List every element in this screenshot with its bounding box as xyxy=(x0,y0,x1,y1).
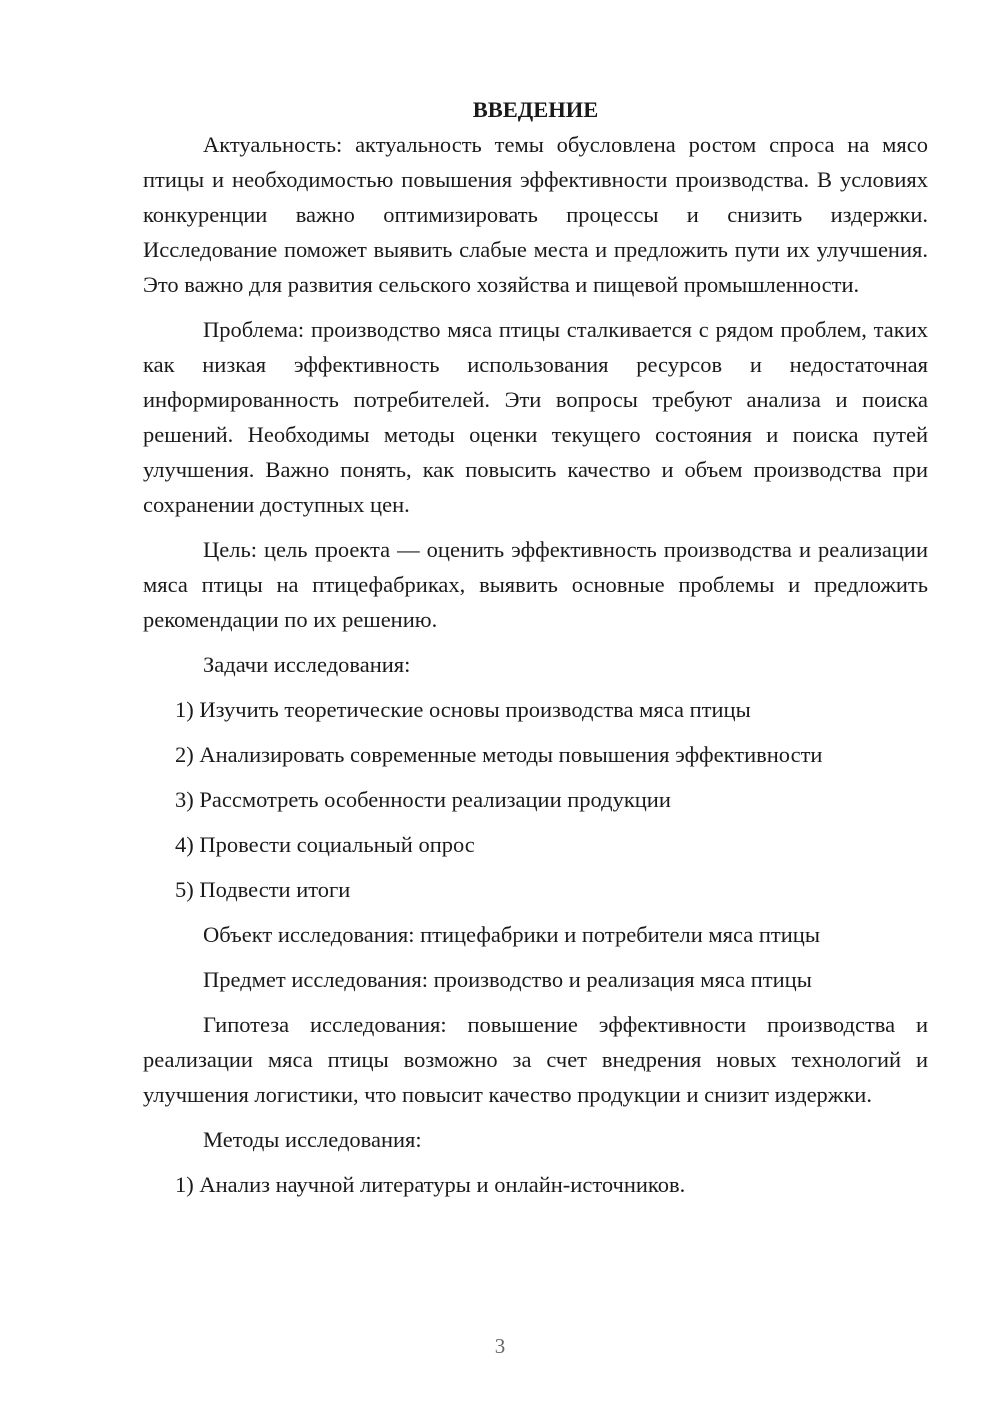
task-item: 4) Провести социальный опрос xyxy=(175,832,475,857)
methods-heading: Методы исследования: xyxy=(203,1127,422,1152)
method-item: 1) Анализ научной литературы и онлайн-источников. xyxy=(175,1172,686,1197)
paragraph-problem: Проблема: производство мяса птицы сталкивается с рядом проблем, таких как низкая эффективность использования ресурсов и недостаточная информированность потребителей. Эти вопросы требуют анализа и поиска решений. Необходимы методы оценки текущего состояния и поиска путей улучшения. Важно понять, как повысить качество и объем производства при сохранении доступных цен. xyxy=(143,317,928,517)
page-number: 3 xyxy=(494,1334,506,1358)
paragraph-relevance: Актуальность: актуальность темы обусловлена ростом спроса на мясо птицы и необходимостью повышения эффективности производства. В условиях конкуренции важно оптимизировать процессы и снизить издержки. Исследование поможет выявить слабые места и предложить пути их улучшения. Это важно для развития сельского хозяйства и пищевой промышленности. xyxy=(143,132,928,297)
tasks-heading: Задачи исследования: xyxy=(203,652,411,677)
task-item: 2) Анализировать современные методы повышения эффективности xyxy=(175,742,823,767)
paragraph-object: Объект исследования: птицефабрики и потребители мяса птицы xyxy=(203,922,820,947)
paragraph-subject: Предмет исследования: производство и реализация мяса птицы xyxy=(203,967,812,992)
page-content xyxy=(143,92,928,1212)
paragraph-goal: Цель: цель проекта — оценить эффективность производства и реализации мяса птицы на птицефабриках, выявить основные проблемы и предложить рекомендации по их решению. xyxy=(143,537,928,632)
paragraph-hypothesis: Гипотеза исследования: повышение эффективности производства и реализации мяса птицы возможно за счет внедрения новых технологий и улучшения логистики, что повысит качество продукции и снизит издержки. xyxy=(143,1012,928,1107)
section-title: ВВЕДЕНИЕ xyxy=(472,97,599,122)
task-item: 3) Рассмотреть особенности реализации продукции xyxy=(175,787,671,812)
task-item: 5) Подвести итоги xyxy=(175,877,351,902)
task-item: 1) Изучить теоретические основы производства мяса птицы xyxy=(175,697,751,722)
